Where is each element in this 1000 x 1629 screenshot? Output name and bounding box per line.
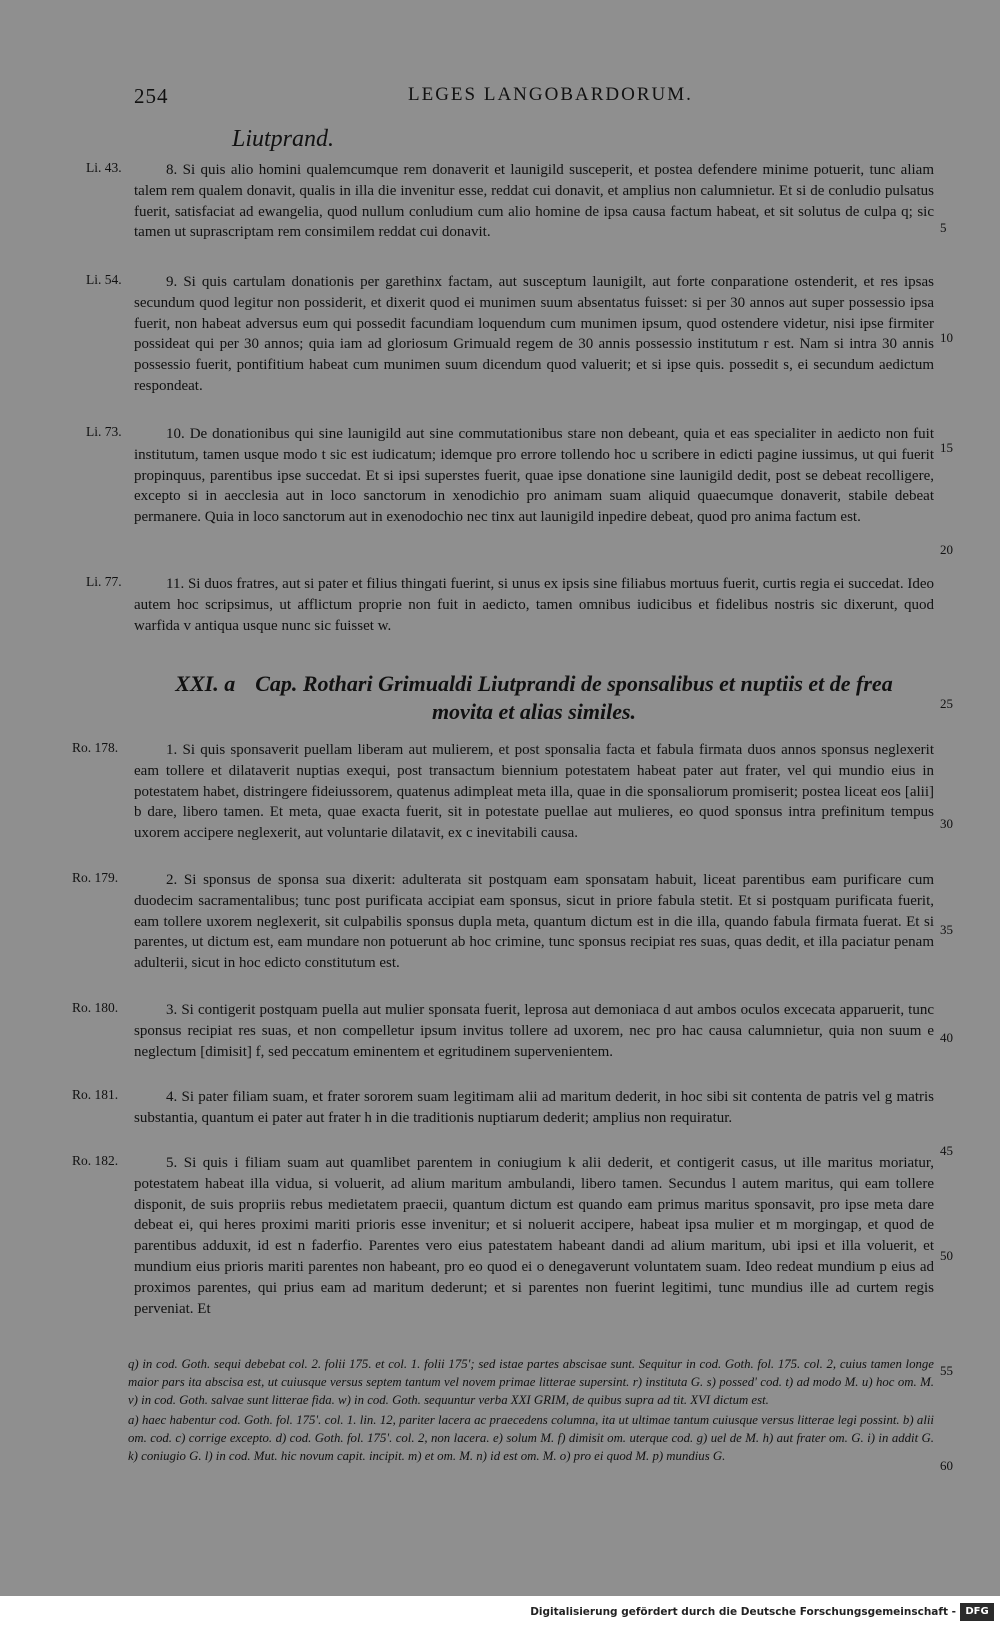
line-number: 60 — [940, 1458, 953, 1473]
footnote-block: q) in cod. Goth. sequi debebat col. 2. folii 175. et col. 1. folii 175'; sed istae partes abscisae sunt. Sequitur in cod. Goth. fol. 175. col. 2, cuius tamen longe maior pars ita abscisa est, ut cuiusque versus septem tantum vel novem primae litterae supersint. r) instituta G. s) possed' cod. t) ad modo M. u) hoc om. M. v) in cod. Goth. salvae sunt litterae fida. w) in cod. Goth. sequuntur verba XXI GRIM, de quibus supra ad tit. XVI dictum est. — [128, 1357, 934, 1407]
line-number: 25 — [940, 696, 953, 711]
concordance-ref: Ro. 182. — [72, 1153, 119, 1168]
paragraph-text: 1. Si quis sponsaverit puellam liberam aut mulierem, et post sponsalia facta et fabula firmata duos annos sponsus neglexerit eam tollere et dilataverit nuptias exequi, post transactum biennium potestatem habeat pater aut frater, vel qui mundio eius in potestatem habet, distringere fideiussorem, quatenus adimpleat meta illa, quae in die sponsaliorum promiserit; postea liceat eos [alii] b dare, libero tamen. Et meta, quae exacta fuerit, sit in potestate puellae aut mulieres, eo quod sponsus intra prefinitum tempus uxorem accipere neglexerit, aut voluntarie dilatavit, ex c inevitabili causa. — [134, 742, 934, 842]
concordance-ref: Ro. 180. — [72, 1000, 119, 1015]
dfg-logo-icon: DFG — [960, 1603, 994, 1621]
paragraph-text: 5. Si quis i filiam suam aut quamlibet parentem in coniugium k alii dederit, et contigerit casus, ut ille maritus moriatur, potestatem habeat illa vidua, si voluerit, ad alium maritum ambulandi, libero tamen. Secundus l autem maritus, qui eam tollere disponit, de suis propriis rebus medietatem praecii, quantum dictum est quando eam primus maritus sponsavit, pro ipse meta dare debeat ei, qui heres proximi mariti prioris esse invenitur; et si noluerit accipere, habeat ipsa mulier et m morgingap, et quod de parentibus adduxit, id est n faderfio. Parentes vero eius patestatem habeant dandi ad alium maritum, ubi ipsi et illa voluerit, et mundium eius prioris mariti parentes non habeant, pro eo quod ei o denegaverunt voluntatem suam. Ideo redeat mundium p eius ad proximos parentes, qui prius eam ad maritum dederunt; et si parentes non fuerint legitimi, tunc mundius ille ad curtem regis perveniat. Et — [134, 1155, 934, 1317]
running-title: LEGES LANGOBARDORUM. — [408, 84, 693, 105]
chapter-title: Cap. Rothari Grimualdi Liutprandi de sponsalibus et nuptiis et de frea — [255, 671, 893, 696]
line-number: 40 — [940, 1030, 953, 1045]
concordance-ref: Li. 43. — [86, 160, 122, 175]
paragraph-text: 3. Si contigerit postquam puella aut mulier sponsata fuerit, leprosa aut demoniaca d aut ambos oculos excecata apparuerit, tunc sponsus recipiat res suas, et non compelletur ipsum invitus tollere ad uxorem, nec pro hac causa calumnietur, quia non suum e neglectum [dimisit] f, sed peccatum eminentem et egritudinem supervenientem. — [134, 1002, 934, 1060]
footnotes — [128, 1355, 934, 1465]
concordance-ref: Li. 73. — [86, 424, 122, 439]
running-head — [0, 84, 1000, 114]
line-number: 35 — [940, 922, 953, 937]
footnote-block: a) haec habentur cod. Goth. fol. 175'. col. 1. lin. 12, pariter lacera ac praecedens columna, ita ut ultimae tantum cuiusque versus litterae legi possint. b) alii om. cod. c) corrige excepto. d) cod. Goth. fol. 175'. col. 2, non lacera. e) solum M. f) dimisit om. uterque cod. g) uel de M. h) aut frater om. G. i) in addit G. k) coniugio G. l) in cod. Mut. hic novum capit. incipit. m) et om. M. n) id est om. M. o) pro ei quod M. p) mundius G. — [128, 1413, 934, 1463]
line-number: 10 — [940, 330, 953, 345]
line-number: 55 — [940, 1363, 953, 1378]
funding-notice: Digitalisierung gefördert durch die Deutsche Forschungsgemeinschaft - — [530, 1606, 956, 1618]
chapter-number: XXI. a — [175, 671, 236, 696]
concordance-ref: Li. 54. — [86, 272, 122, 287]
line-number: 30 — [940, 816, 953, 831]
concordance-ref: Ro. 178. — [72, 740, 119, 755]
paragraph-text: 11. Si duos fratres, aut si pater et filius thingati fuerint, si unus ex ipsis sine filiabus mortuus fuerit, curtis regia ei succedat. Ideo autem hoc scripsimus, ut afflictum proprie non fuit in aedicto, tamen omnibus iudicibus et fidelibus nostris sic dixerunt, quod warfida v antiqua usque nunc sic fuisset w. — [134, 576, 934, 634]
margin-line-numbers — [940, 0, 980, 1596]
chapter-heading — [134, 670, 934, 726]
concordance-ref: Ro. 181. — [72, 1087, 119, 1102]
paragraph-text: 10. De donationibus qui sine launigild aut sine commutationibus stare non debeant, quia et eas specialiter in aedicto non fuit institutum, tamen usque modo t sic est iudicatum; idemque pro errore tollendo hoc u scribere in edicti pagine iussimus, ut qui fuerit propinquus, parentibus ipse succedat. Et si ipsi superstes fuerit, quae ipse donatione sine launigild dedit, post se debeat recolligere, excepto si in aecclesia aut in loco sanctorum in xenodichio pro animam suam aliquid quaecumque donaverit, stabile debeat permanere. Quia in loco sanctorum aut in exenodochio nec tinx aut launigild inpedire debeat, quod pro anima factum est. — [134, 426, 934, 526]
chapter-subtitle: movita et alias similes. — [431, 699, 637, 724]
line-number: 15 — [940, 440, 953, 455]
concordance-ref: Li. 77. — [86, 574, 122, 589]
paragraph-text: 9. Si quis cartulam donationis per garethinx factam, aut susceptum launigilt, aut forte conparatione ostenderit, et res ipsas secundum quod legitur non possiderit, et dixerit quod ei munimen suum absentatus fuisset: si per 30 annos aut super possessio ipsa fuerit, non habeat adversus eum qui possedit facundiam loquendum cum munimen ipsum, quod ostendere videtur, nisi ipse firmiter possideat qui per 30 annos; quia iam ad gloriosum Grimuald regem de 30 annis possessio institutum r est. Nam si intra 30 annis possessio fuerit, pontifitium habeat cum munimen suum dicendum quod valuerit; et si ipse quis. possedit s, ei secundum aedictum respondeat. — [134, 274, 934, 394]
digitization-footer — [0, 1596, 1000, 1629]
line-number: 5 — [940, 220, 947, 235]
paragraph-text: 8. Si quis alio homini qualemcumque rem donaverit et launigild susceperit, et postea defendere minime potuerit, tunc aliam talem rem qualem donavit, qualis in illa die invenitur esse, reddat cui donavit, et amplius non calumnietur. Et si de conludio pulsatus fuerit, satisfaciat ad ewangelia, quod nullum conludium cum alio homine de ipsa causa factum habeat, et sit solutus de culpa q; sic tamen ut suprascriptam rem consimilem reddat cui donavit. — [134, 162, 934, 241]
line-number: 20 — [940, 542, 953, 557]
paragraph-text: 2. Si sponsus de sponsa sua dixerit: adulterata sit postquam eam sponsatam habuit, liceat parentibus eam purificare cum duodecim sacramentalibus; tunc post purificata accipiat eam sponsus, sicut in priore fabula stetit. Et si postquam purificata fuerit, eam tollere uxorem neglexerit, sit culpabilis sponsus dupla meta, quantum dictum est in die illa, quando fabula firmata fuerat. Et si parentes, ut dictum est, eam mundare non potuerunt ab hoc crimine, tunc sponsus recipiat res suas, quas dedit, et illa paciatur penam adulterii, sicut in hoc edicto constitutum est. — [134, 872, 934, 972]
page-number: 254 — [134, 84, 169, 108]
line-number: 45 — [940, 1143, 953, 1158]
line-number: 50 — [940, 1248, 953, 1263]
concordance-ref: Ro. 179. — [72, 870, 119, 885]
section-heading: Liutprand. — [232, 126, 335, 152]
paragraph-text: 4. Si pater filiam suam, et frater sororem suam legitimam alii ad maritum dederit, in hoc sibi sit contenta de patris vel g matris substantia, quantum ei pater aut frater h in die traditionis nuptiarum dederit; amplius non requiratur. — [134, 1089, 934, 1126]
